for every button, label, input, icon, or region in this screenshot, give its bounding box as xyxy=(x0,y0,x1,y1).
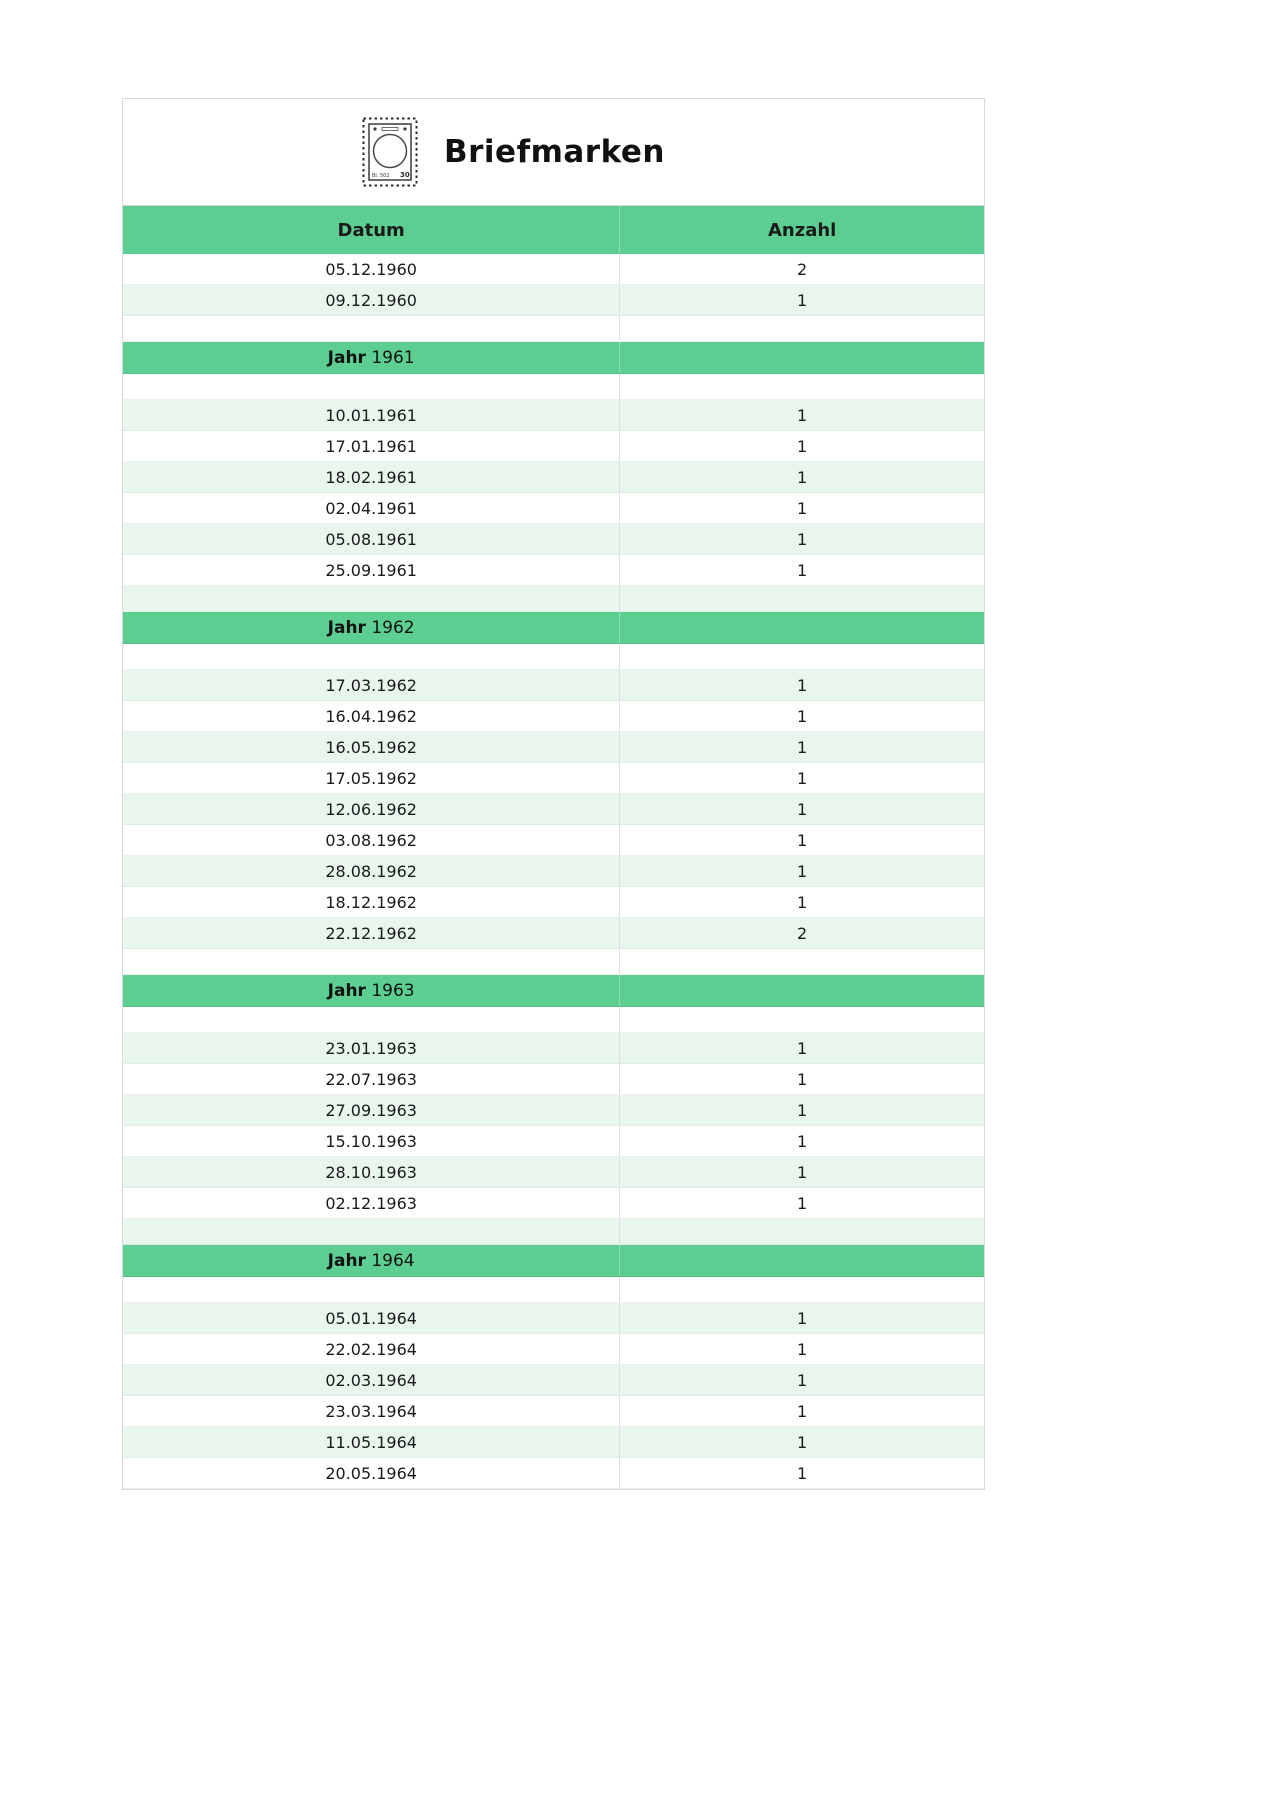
count-cell: 1 xyxy=(620,1334,984,1365)
date-cell: 23.03.1964 xyxy=(123,1396,620,1427)
count-cell: 1 xyxy=(620,1458,984,1489)
year-section-year: 1961 xyxy=(365,347,415,368)
count-cell: 2 xyxy=(620,254,984,285)
spacer-cell xyxy=(620,1277,984,1303)
table-row xyxy=(123,431,984,462)
spacer-cell xyxy=(123,586,620,612)
count-cell: 1 xyxy=(620,493,984,524)
count-cell: 1 xyxy=(620,856,984,887)
year-section-year: 1964 xyxy=(365,1250,415,1271)
table-row xyxy=(123,1126,984,1157)
date-cell: 27.09.1963 xyxy=(123,1095,620,1126)
date-cell: 17.03.1962 xyxy=(123,670,620,701)
table-row xyxy=(123,1427,984,1458)
table-row xyxy=(123,1396,984,1427)
table-row xyxy=(123,1365,984,1396)
date-cell: 10.01.1961 xyxy=(123,400,620,431)
spacer-cell xyxy=(123,644,620,670)
date-cell: 17.01.1961 xyxy=(123,431,620,462)
table-row xyxy=(123,763,984,794)
spacer-cell xyxy=(620,644,984,670)
date-cell: 02.04.1961 xyxy=(123,493,620,524)
date-cell: 16.04.1962 xyxy=(123,701,620,732)
date-cell: 22.07.1963 xyxy=(123,1064,620,1095)
page-title: Briefmarken xyxy=(444,134,665,170)
count-cell: 1 xyxy=(620,431,984,462)
stamps-table xyxy=(123,206,984,1489)
date-cell: 23.01.1963 xyxy=(123,1033,620,1064)
spacer-cell xyxy=(620,374,984,400)
count-cell: 1 xyxy=(620,1064,984,1095)
count-cell: 1 xyxy=(620,1157,984,1188)
table-row xyxy=(123,493,984,524)
table-row xyxy=(123,856,984,887)
table-row xyxy=(123,794,984,825)
date-cell: 12.06.1962 xyxy=(123,794,620,825)
table-row xyxy=(123,1188,984,1219)
year-section-label-bold: Jahr xyxy=(327,347,366,368)
year-section-row xyxy=(123,975,984,1007)
spacer-cell xyxy=(123,1277,620,1303)
date-cell: 22.12.1962 xyxy=(123,918,620,949)
count-cell: 1 xyxy=(620,825,984,856)
table-row xyxy=(123,524,984,555)
year-section-empty-cell xyxy=(620,342,984,374)
spacer-row xyxy=(123,586,984,612)
count-cell: 1 xyxy=(620,1303,984,1334)
spacer-cell xyxy=(123,374,620,400)
table-body xyxy=(123,254,984,1489)
table-row xyxy=(123,1458,984,1489)
spacer-cell xyxy=(123,1007,620,1033)
year-section-row xyxy=(123,342,984,374)
spacer-cell xyxy=(620,949,984,975)
spacer-row xyxy=(123,949,984,975)
year-section-label xyxy=(123,975,620,1007)
year-section-label-bold: Jahr xyxy=(327,1250,366,1271)
table-row xyxy=(123,918,984,949)
spacer-cell xyxy=(620,586,984,612)
spacer-row xyxy=(123,1007,984,1033)
year-section-year: 1962 xyxy=(365,617,415,638)
date-cell: 28.08.1962 xyxy=(123,856,620,887)
year-section-label xyxy=(123,612,620,644)
date-cell: 15.10.1963 xyxy=(123,1126,620,1157)
date-cell: 18.02.1961 xyxy=(123,462,620,493)
column-header-anzahl: Anzahl xyxy=(620,206,984,254)
date-cell: 28.10.1963 xyxy=(123,1157,620,1188)
stamp-icon xyxy=(362,117,418,187)
count-cell: 2 xyxy=(620,918,984,949)
year-section-label xyxy=(123,1245,620,1277)
count-cell: 1 xyxy=(620,732,984,763)
table-row xyxy=(123,825,984,856)
column-header-datum: Datum xyxy=(123,206,620,254)
year-section-empty-cell xyxy=(620,612,984,644)
count-cell: 1 xyxy=(620,1396,984,1427)
year-section-year: 1963 xyxy=(365,980,415,1001)
count-cell: 1 xyxy=(620,462,984,493)
date-cell: 16.05.1962 xyxy=(123,732,620,763)
date-cell: 09.12.1960 xyxy=(123,285,620,316)
table-row xyxy=(123,1303,984,1334)
count-cell: 1 xyxy=(620,1365,984,1396)
date-cell: 20.05.1964 xyxy=(123,1458,620,1489)
date-cell: 03.08.1962 xyxy=(123,825,620,856)
table-row xyxy=(123,254,984,285)
count-cell: 1 xyxy=(620,763,984,794)
table-row xyxy=(123,555,984,586)
date-cell: 22.02.1964 xyxy=(123,1334,620,1365)
table-row xyxy=(123,1157,984,1188)
table-row xyxy=(123,1033,984,1064)
spacer-row xyxy=(123,1277,984,1303)
table-row xyxy=(123,732,984,763)
year-section-empty-cell xyxy=(620,975,984,1007)
title-band xyxy=(123,99,984,206)
count-cell: 1 xyxy=(620,670,984,701)
year-section-empty-cell xyxy=(620,1245,984,1277)
count-cell: 1 xyxy=(620,1095,984,1126)
spacer-cell xyxy=(620,1219,984,1245)
count-cell: 1 xyxy=(620,1427,984,1458)
count-cell: 1 xyxy=(620,524,984,555)
count-cell: 1 xyxy=(620,400,984,431)
table-row xyxy=(123,670,984,701)
date-cell: 02.12.1963 xyxy=(123,1188,620,1219)
count-cell: 1 xyxy=(620,285,984,316)
sheet xyxy=(122,98,985,1490)
date-cell: 18.12.1962 xyxy=(123,887,620,918)
date-cell: 05.01.1964 xyxy=(123,1303,620,1334)
spacer-cell xyxy=(123,949,620,975)
count-cell: 1 xyxy=(620,794,984,825)
table-row xyxy=(123,1334,984,1365)
count-cell: 1 xyxy=(620,887,984,918)
date-cell: 11.05.1964 xyxy=(123,1427,620,1458)
count-cell: 1 xyxy=(620,1033,984,1064)
date-cell: 25.09.1961 xyxy=(123,555,620,586)
spacer-cell xyxy=(620,1007,984,1033)
table-row xyxy=(123,1095,984,1126)
year-section-label-bold: Jahr xyxy=(327,980,366,1001)
date-cell: 05.08.1961 xyxy=(123,524,620,555)
year-section-row xyxy=(123,1245,984,1277)
spacer-row xyxy=(123,316,984,342)
spacer-row xyxy=(123,1219,984,1245)
table-row xyxy=(123,1064,984,1095)
count-cell: 1 xyxy=(620,701,984,732)
year-section-row xyxy=(123,612,984,644)
spacer-cell xyxy=(123,1219,620,1245)
count-cell: 1 xyxy=(620,555,984,586)
date-cell: 17.05.1962 xyxy=(123,763,620,794)
date-cell: 02.03.1964 xyxy=(123,1365,620,1396)
table-row xyxy=(123,701,984,732)
year-section-label-bold: Jahr xyxy=(327,617,366,638)
table-row xyxy=(123,462,984,493)
count-cell: 1 xyxy=(620,1188,984,1219)
spacer-row xyxy=(123,374,984,400)
table-row xyxy=(123,285,984,316)
svg-text:30: 30 xyxy=(400,171,410,179)
table-row xyxy=(123,887,984,918)
count-cell: 1 xyxy=(620,1126,984,1157)
table-row xyxy=(123,400,984,431)
spacer-cell xyxy=(123,316,620,342)
spacer-cell xyxy=(620,316,984,342)
spacer-row xyxy=(123,644,984,670)
year-section-label xyxy=(123,342,620,374)
table-header-row xyxy=(123,206,984,254)
svg-text:Bl. 502: Bl. 502 xyxy=(372,173,390,179)
date-cell: 05.12.1960 xyxy=(123,254,620,285)
